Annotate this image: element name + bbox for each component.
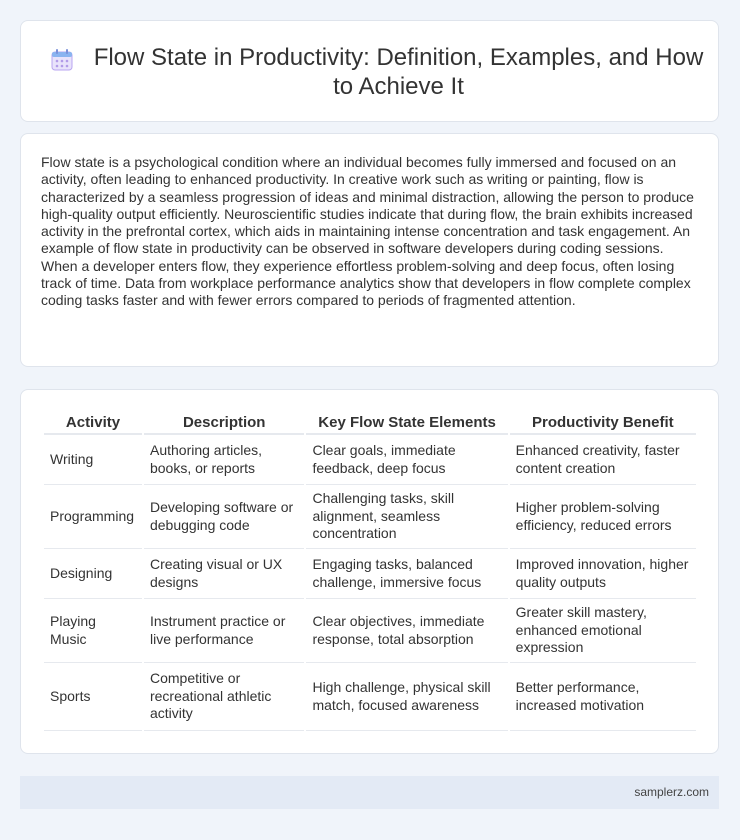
cell-description: Instrument practice or live performance [144,599,304,663]
activity-table [42,410,698,731]
table-row [44,435,696,485]
header-benefit: Productivity Benefit [510,410,696,435]
cell-description: Creating visual or UX designs [144,549,304,599]
table-row [44,549,696,599]
footer-site-link[interactable]: samplerz.com [634,785,709,799]
cell-activity: Designing [44,549,142,599]
cell-key-elements: Engaging tasks, balanced challenge, immersive focus [306,549,507,599]
table-row [44,599,696,663]
cell-key-elements: Clear objectives, immediate response, total absorption [306,599,507,663]
cell-key-elements: Challenging tasks, skill alignment, seamless concentration [306,485,507,549]
cell-activity: Programming [44,485,142,549]
header-description: Description [144,410,304,435]
table-row [44,663,696,731]
page-title: Flow State in Productivity: Definition, Examples, and How to Achieve It [93,44,704,100]
cell-activity: Playing Music [44,599,142,663]
cell-key-elements: High challenge, physical skill match, focused awareness [306,663,507,731]
cell-benefit: Improved innovation, higher quality outputs [510,549,696,599]
calendar-icon [49,47,75,73]
header-activity: Activity [44,410,142,435]
header-key-elements: Key Flow State Elements [306,410,507,435]
cell-description: Authoring articles, books, or reports [144,435,304,485]
cell-activity: Sports [44,663,142,731]
table-header-row [44,410,696,435]
table-row [44,485,696,549]
cell-benefit: Greater skill mastery, enhanced emotional expression [510,599,696,663]
cell-key-elements: Clear goals, immediate feedback, deep focus [306,435,507,485]
cell-description: Developing software or debugging code [144,485,304,549]
cell-description: Competitive or recreational athletic activity [144,663,304,731]
title-card [20,20,719,122]
intro-card [20,133,719,367]
table-card [20,389,719,754]
cell-benefit: Enhanced creativity, faster content creation [510,435,696,485]
cell-benefit: Higher problem-solving efficiency, reduced errors [510,485,696,549]
cell-benefit: Better performance, increased motivation [510,663,696,731]
cell-activity: Writing [44,435,142,485]
intro-paragraph: Flow state is a psychological condition where an individual becomes fully immersed and focused on an activity, often leading to enhanced productivity. In creative work such as writing or painting, flow is characterized by a seamless progression of ideas and minimal distraction, allowing the person to produce high-quality output efficiently. Neuroscientific studies indicate that during flow, the brain exhibits increased activity in the prefrontal cortex, which aids in maintaining intense concentration and task engagement. An example of flow state in productivity can be observed in software developers during coding sessions. When a developer enters flow, they experience effortless problem-solving and deep focus, often losing track of time. Data from workplace performance analytics show that developers in flow complete complex coding tasks faster and with fewer errors compared to periods of fragmented attention. [41,154,694,309]
footer-bar [20,776,719,809]
